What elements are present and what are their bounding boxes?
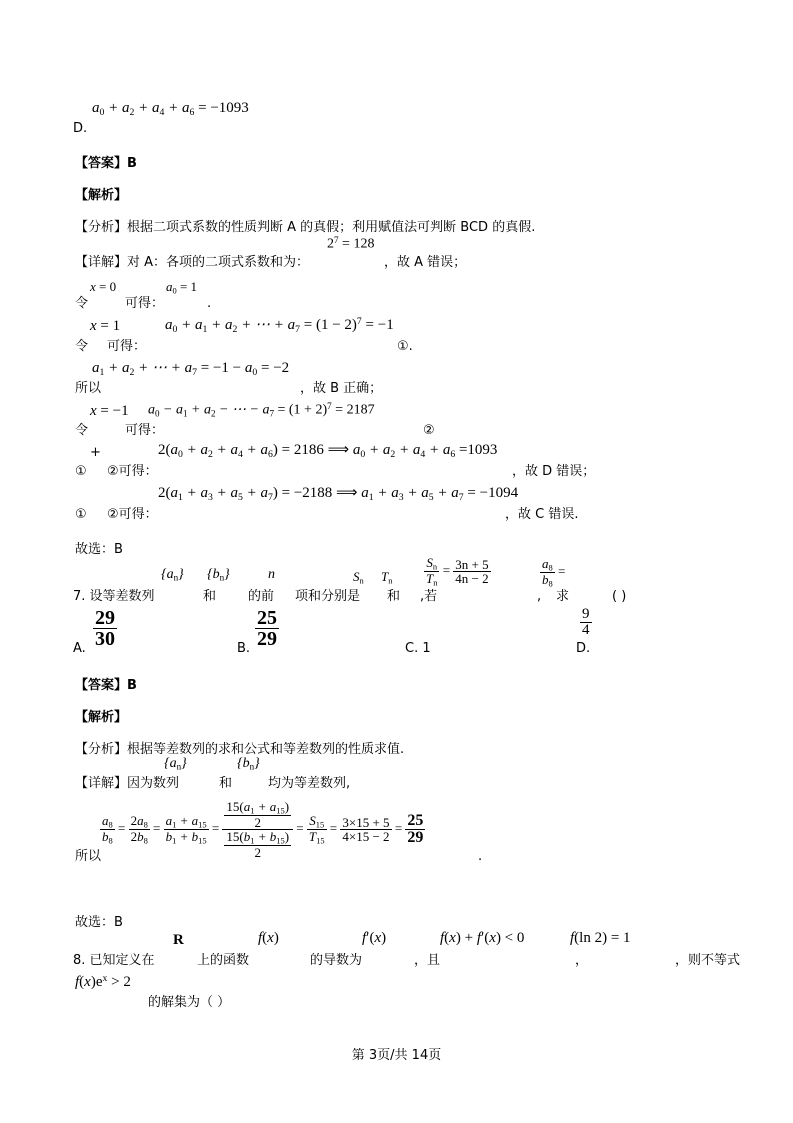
detail-7-b: 和	[219, 776, 233, 791]
b-correct: ，故 B 正确；	[300, 381, 383, 396]
q7-stem-c: 的前	[248, 589, 275, 604]
option-d-label-7: D.	[576, 641, 591, 656]
q7-stem-a: 7. 设等差数列	[73, 589, 155, 604]
q8-fex: $f(x)e^x > 2$	[75, 973, 131, 990]
analysis-7: 【分析】根据等差数列的求和公式和等差数列的性质求值.	[75, 742, 405, 757]
eq1-kede: ②可得：	[107, 464, 158, 479]
q7-seq-a: $\{a_n\}$	[161, 567, 184, 583]
analysis-heading-6: 【解析】	[75, 188, 128, 203]
q8-ineq: f(x) + f′(x) < 0	[440, 930, 525, 946]
formula-a0-1: $a_0 = 1$	[166, 279, 198, 296]
q7-Sn: $S_n$	[353, 569, 364, 586]
answer-7: 【答案】B	[75, 678, 137, 693]
suoyi-6: 所以	[75, 381, 102, 396]
q7-stem-b: 和	[203, 589, 217, 604]
q8-c: 的导数为	[310, 953, 363, 968]
option-b-fraction: $\frac{25}{29}$	[257, 607, 277, 650]
suoyi-7: 所以	[75, 849, 102, 864]
analysis-heading-7: 【解析】	[75, 710, 128, 725]
q8-a: 8. 已知定义在	[73, 953, 155, 968]
detail-7-c: 均为等差数列,	[268, 776, 351, 791]
choose-7: 故选：B	[75, 915, 123, 930]
q7-stem-d: 项和分别是	[295, 589, 361, 604]
analysis-6: 【分析】根据二项式系数的性质判断 A 的真假；利用赋值法可判断 BCD 的真假.	[75, 220, 536, 235]
formula-x0: x = 0	[90, 279, 117, 294]
kede-3: 可得：	[125, 423, 165, 438]
formula-even: $2(a_0 + a_2 + a_4 + a_6) = 2186$ ⟹ $a_0 + a_2 + a_4 + a_6 =1093$	[158, 442, 498, 460]
q7-stem-f: ,若	[420, 589, 438, 604]
eq2-circle1: ①	[75, 507, 87, 522]
answer-6: 【答案】B	[75, 156, 137, 171]
formula-2pow7: $2^7 = 128$	[327, 235, 375, 252]
q8-R: R	[173, 932, 184, 948]
option-a-label: A.	[73, 641, 86, 656]
detail-6-a-end: ，故 A 错误；	[384, 255, 467, 270]
circle-1: ①.	[397, 339, 413, 354]
q7-stem-h: 求	[556, 589, 570, 604]
kede-1: 可得：	[125, 296, 165, 311]
formula-odd: $2(a_1 + a_3 + a_5 + a_7) = -2188$ ⟹ $a_1 + a_3 + a_5 + a_7 = -1094$	[158, 485, 519, 503]
page-footer: 第 3页/共 14页	[351, 1048, 442, 1063]
q7-Tn: $T_n$	[381, 569, 393, 586]
formula-sum-x1: $a_0 + a_1 + a_2$ + ⋯ + $a_7 = (1 - 2)^7 = -1$	[165, 316, 394, 335]
option-b-label: B.	[237, 641, 251, 656]
formula-x1: x = 1	[90, 318, 121, 334]
ling-3: 令	[75, 423, 89, 438]
detail-7-chain: $\frac{a_8}{b_8}$ = $\frac{2a_8}{2b_8}$ = $\frac{a_1 + a_{15}}{b_1 + b_{15}}$ = $\frac{\frac{15(a_1 + a_{15})}{2}}{\frac{15(b_1 + b_{15})}{2}}$ = $\frac{S_{15}}{T_{15}}$ = $\frac{3\times 15 + 5}{4\times 15 - 2}$ = $\frac{25}{29}$	[102, 799, 424, 860]
q8-f: ，则不等式	[675, 953, 741, 968]
formula-sum-a1: $a_1 + a_2$ + ⋯ + $a_7 = -1 - a_0 = -2$	[92, 360, 290, 378]
q7-stem-e: 和	[387, 589, 401, 604]
detail-6-a: 【详解】对 A：各项的二项式系数和为：	[75, 255, 310, 270]
option-c-label: C. 1	[405, 641, 431, 656]
option-d-fraction: $\frac{9}{4}$	[582, 606, 590, 638]
q7-stem-g: ,	[537, 589, 542, 604]
q8-e: ，	[575, 953, 589, 968]
formula-sum-xm1: $a_0 - a_1 + a_2$ − ⋯ − $a_7 = (1 + 2)^7 = 2187$	[148, 401, 375, 419]
q8-d: ，且	[414, 953, 441, 968]
q7-ratio-fraction: $\frac{a_8}{b_8}$ =	[542, 556, 566, 589]
dot-7: .	[478, 849, 483, 864]
ling-2: 令	[75, 339, 89, 354]
eq1-circle1: ①	[75, 464, 87, 479]
ling-1: 令	[75, 296, 89, 311]
choose-6: 故选：B	[75, 542, 123, 557]
q8-b: 上的函数	[197, 953, 250, 968]
detail-7-seq-b: $\{b_n\}$	[237, 756, 260, 772]
detail-7-seq-a: $\{a_n\}$	[164, 756, 187, 772]
dot-1: .	[207, 296, 212, 311]
q8-fpx: f′(x)	[362, 930, 387, 946]
kede-2: 可得：	[107, 339, 147, 354]
circle-2: ②	[423, 423, 435, 438]
eq2-kede: ②可得：	[107, 507, 158, 522]
detail-7-a: 【详解】因为数列	[75, 776, 180, 791]
c-wrong: ，故 C 错误.	[505, 507, 579, 522]
option-a-fraction: $\frac{29}{30}$	[95, 607, 115, 650]
formula-xm1: x = −1	[90, 403, 129, 419]
eq1-plus: +	[90, 445, 101, 460]
q8-fln2: f(ln 2) = 1	[570, 930, 631, 946]
q8-fx: f(x)	[258, 930, 279, 946]
q7-n: n	[268, 567, 275, 582]
d-wrong: ，故 D 错误；	[512, 464, 596, 479]
q7-paren: ( )	[612, 589, 627, 604]
q8-g: 的解集为（ ）	[148, 995, 231, 1010]
q7-given-fraction: $\frac{S_n}{T_n}$ = $\frac{3n + 5}{4n - 2}$	[426, 555, 489, 588]
q7-seq-b: $\{b_n\}$	[207, 567, 230, 583]
option-d-label: D.	[73, 121, 88, 136]
option-d-formula: $a_0 + a_2 + a_4 + a_6 = -1093$	[92, 100, 249, 118]
